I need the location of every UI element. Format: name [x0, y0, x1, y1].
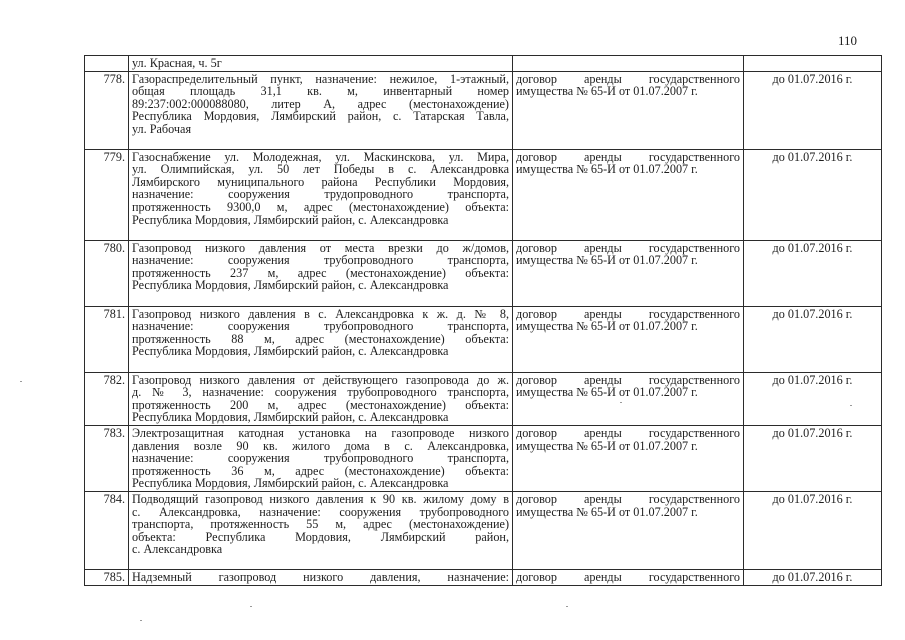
description-line: ул. Рабочая: [132, 121, 192, 136]
table-row: [85, 56, 882, 72]
row-description: [129, 569, 513, 585]
description-line: с. Александровка: [132, 542, 223, 557]
description-line: назначение: сооружения трудопроводного транспорта,: [132, 187, 509, 202]
row-number: 779.: [85, 149, 129, 240]
row-term: до 01.07.2016 г.: [744, 372, 882, 425]
scan-speck: [566, 606, 568, 607]
table-row: [85, 149, 882, 240]
table-row: [85, 425, 882, 491]
table-row: [85, 569, 882, 585]
basis-line: имущества № 65-И от 01.07.2007 г.: [516, 162, 698, 177]
description-line: Республика Мордовия, Лямбирский район, с. Александровка: [132, 212, 449, 227]
row-description: [129, 306, 513, 372]
row-basis: [513, 425, 744, 491]
scan-speck: [20, 381, 22, 382]
row-basis: [513, 56, 744, 72]
basis-line: имущества № 65-И от 01.07.2007 г.: [516, 385, 698, 400]
row-number: 785.: [85, 569, 129, 585]
description-line: Газопровод низкого давления в с. Александровка к ж. д. № 8,: [132, 306, 509, 321]
description-line: Надземный газопровод низкого давления, назначение:: [132, 569, 509, 584]
description-line: Подводящий газопровод низкого давления к 90 кв. жилому дому в: [132, 491, 509, 506]
basis-line: имущества № 65-И от 01.07.2007 г.: [516, 84, 698, 99]
description-line: назначение: сооружения трубопроводного транспорта,: [132, 319, 509, 334]
row-basis: [513, 306, 744, 372]
row-number: 783.: [85, 425, 129, 491]
description-line: Республика Мордовия, Лямбирский район, с. Александровка: [132, 344, 449, 359]
description-line: Газопровод низкого давления от действующего газопровода до ж.: [132, 372, 509, 387]
row-description: [129, 71, 513, 149]
row-basis: [513, 240, 744, 306]
description-line: протяженность 88 м, адрес (местонахождение) объекта:: [132, 331, 509, 346]
table-row: [85, 306, 882, 372]
basis-line: договор аренды государственного: [516, 71, 740, 86]
basis-line: имущества № 65-И от 01.07.2007 г.: [516, 319, 698, 334]
table-row: [85, 491, 882, 569]
basis-line: договор аренды государственного: [516, 240, 740, 255]
row-term: до 01.07.2016 г.: [744, 306, 882, 372]
basis-line: договор аренды государственного: [516, 149, 740, 164]
scan-speck: [850, 405, 852, 406]
row-description: [129, 425, 513, 491]
table-row: [85, 71, 882, 149]
basis-line: договор аренды государственного: [516, 569, 740, 584]
description-line: 89:237:002:000088080, литер А, адрес (местонахождение): [132, 96, 509, 111]
description-line: давления возле 90 кв. жилого дома в с. Александровка,: [132, 438, 509, 453]
table-row: [85, 240, 882, 306]
row-basis: [513, 71, 744, 149]
basis-line: договор аренды государственного: [516, 372, 740, 387]
basis-line: договор аренды государственного: [516, 306, 740, 321]
description-line: протяженность 237 м, адрес (местонахождение) объекта:: [132, 265, 509, 280]
row-term: до 01.07.2016 г.: [744, 149, 882, 240]
row-number: [85, 56, 129, 72]
table-row: [85, 372, 882, 425]
row-description: [129, 491, 513, 569]
description-line: с. Александровка, назначение: сооружения трубопроводного: [132, 504, 509, 519]
description-line: Республика Мордовия, Лямбирский район, с. Александровка: [132, 410, 449, 425]
row-basis: [513, 372, 744, 425]
row-number: 781.: [85, 306, 129, 372]
row-basis: [513, 149, 744, 240]
description-line: д. № 3, назначение: сооружения трубопроводного транспорта,: [132, 385, 509, 400]
row-description: [129, 149, 513, 240]
row-number: 784.: [85, 491, 129, 569]
description-line: Газопровод низкого давления от места врезки до ж/домов,: [132, 240, 509, 255]
description-line: Лямбирского муниципального района Республики Мордовия,: [132, 174, 509, 189]
description-line: общая площадь 31,1 кв. м, инвентарный номер: [132, 84, 509, 99]
basis-line: имущества № 65-И от 01.07.2007 г.: [516, 253, 698, 268]
row-term: до 01.07.2016 г.: [744, 240, 882, 306]
description-line: протяженность 9300,0 м, адрес (местонахождение) объекта:: [132, 199, 509, 214]
row-number: 780.: [85, 240, 129, 306]
description-line: Газораспределительный пункт, назначение: нежилое, 1-этажный,: [132, 71, 509, 86]
description-line: протяженность 36 м, адрес (местонахождение) объекта:: [132, 463, 509, 478]
description-line: Республика Мордовия, Лямбирский район, с. Александровка: [132, 476, 449, 491]
description-line: назначение: сооружения трубопроводного транспорта,: [132, 451, 509, 466]
description-line: объекта: Республика Мордовия, Лямбирский район,: [132, 529, 509, 544]
row-term: до 01.07.2016 г.: [744, 569, 882, 585]
row-number: 778.: [85, 71, 129, 149]
property-table: [84, 55, 882, 586]
description-line: Республика Мордовия, Лямбирский район, с. Александровка: [132, 278, 449, 293]
description-line: ул. Красная, ч. 5г: [132, 56, 222, 70]
scan-speck: [620, 402, 622, 403]
description-line: протяженность 200 м, адрес (местонахождение) объекта:: [132, 397, 509, 412]
basis-line: договор аренды государственного: [516, 491, 740, 506]
description-line: ул. Олимпийская, ул. 50 лет Победы в с. Александровка: [132, 162, 509, 177]
description-line: назначение: сооружения трубопроводного транспорта,: [132, 253, 509, 268]
scan-speck: [250, 606, 252, 607]
row-basis: [513, 491, 744, 569]
row-basis: [513, 569, 744, 585]
description-line: транспорта, протяженность 55 м, адрес (местонахождение): [132, 517, 509, 532]
row-description: [129, 372, 513, 425]
basis-line: имущества № 65-И от 01.07.2007 г.: [516, 438, 698, 453]
page-number: 110: [838, 33, 858, 48]
basis-line: имущества № 65-И от 01.07.2007 г.: [516, 504, 698, 519]
scan-speck: [140, 620, 142, 621]
row-number: 782.: [85, 372, 129, 425]
description-line: Республика Мордовия, Лямбирский район, с. Татарская Тавла,: [132, 109, 509, 124]
row-term: до 01.07.2016 г.: [744, 71, 882, 149]
row-description: [129, 240, 513, 306]
description-line: Газоснабжение ул. Молодежная, ул. Маскинскова, ул. Мира,: [132, 149, 509, 164]
row-term: до 01.07.2016 г.: [744, 491, 882, 569]
description-line: Электрозащитная катодная установка на газопроводе низкого: [132, 425, 509, 440]
basis-line: договор аренды государственного: [516, 425, 740, 440]
row-term: до 01.07.2016 г.: [744, 425, 882, 491]
row-term: [744, 56, 882, 72]
row-description: [129, 56, 513, 72]
